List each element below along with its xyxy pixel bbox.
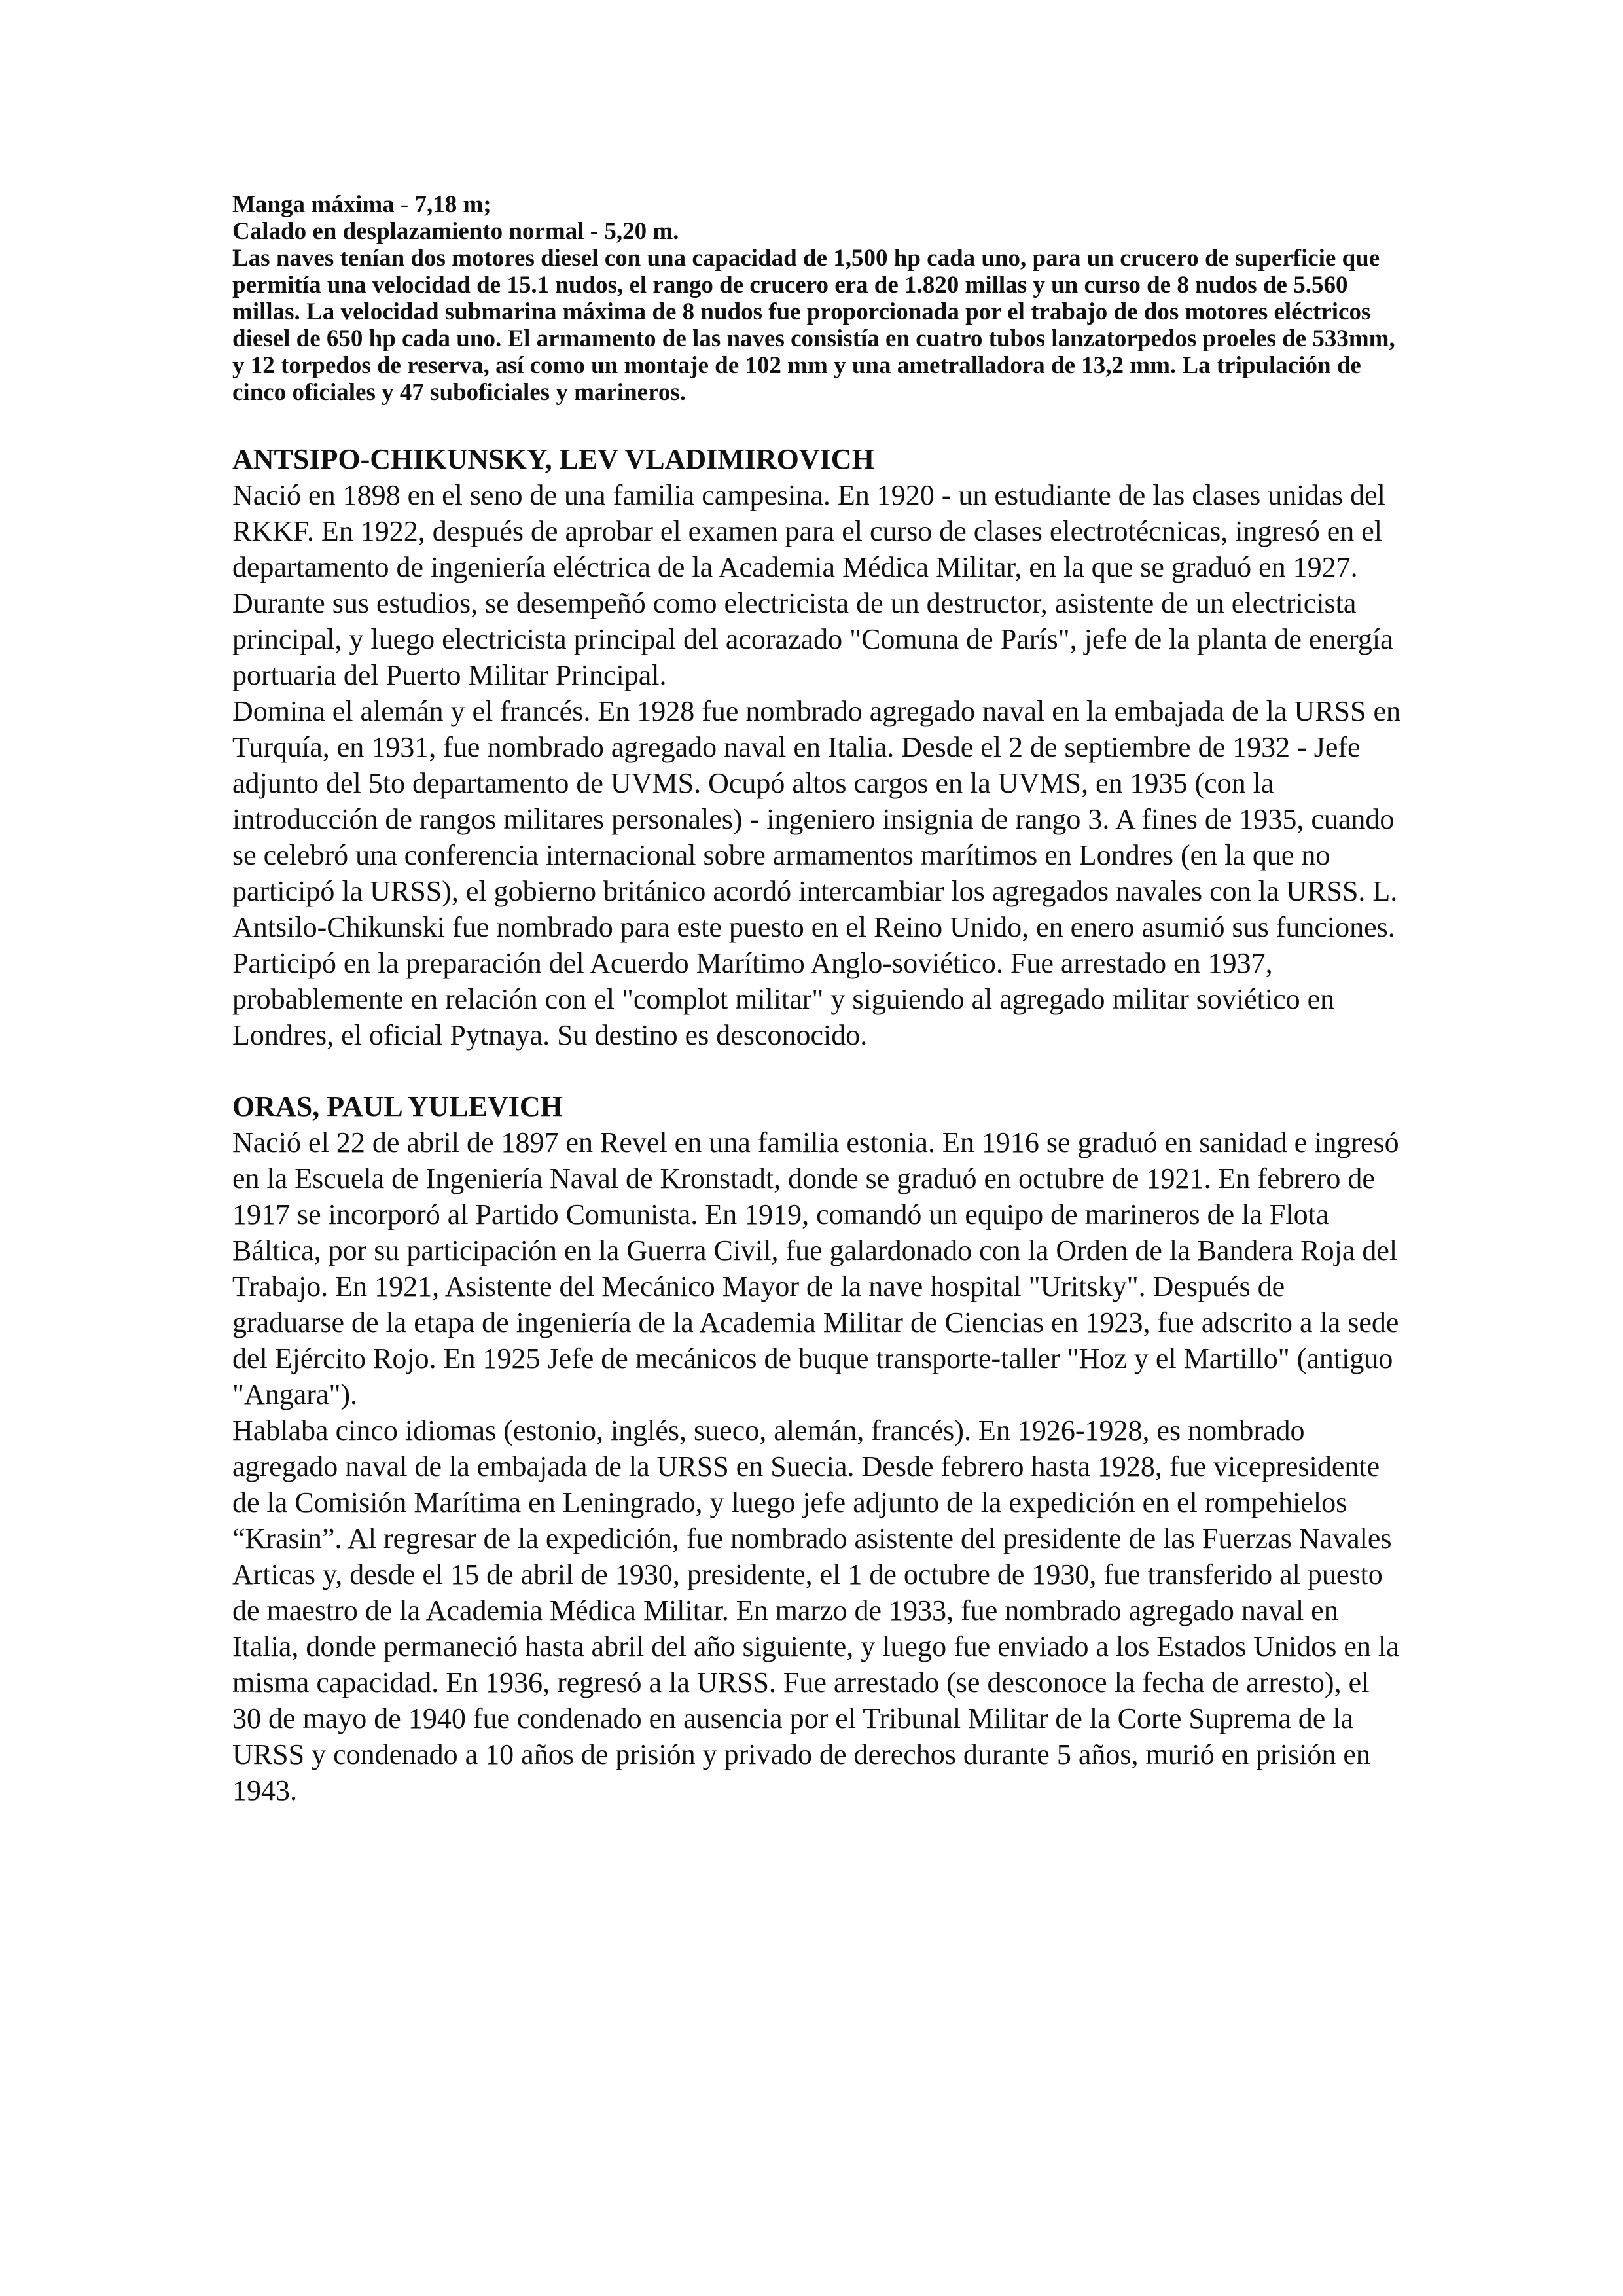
section-title: ORAS, PAUL YULEVICH <box>232 1090 563 1122</box>
document-page <box>232 191 1404 1808</box>
intro-line: Calado en desplazamiento normal - 5,20 m. <box>232 218 679 245</box>
section-paragraph: Hablaba cinco idiomas (estonio, inglés, sueco, alemán, francés). En 1926-1928, es nombrado agregado naval de la embajada de la URSS en Suecia. Desde febrero hasta 1928, fue vicepresidente de la Comisión Marítima en Leningrado, y luego jefe adjunto de la expedición en el rompehielos “Krasin”. Al regresar de la expedición, fue nombrado asistente del presidente de las Fuerzas Navales Articas y, desde el 15 de abril de 1930, presidente, el 1 de octubre de 1930, fue transferido al puesto de maestro de la Academia Médica Militar. En marzo de 1933, fue nombrado agregado naval en Italia, donde permaneció hasta abril del año siguiente, y luego fue enviado a los Estados Unidos en la misma capacidad. En 1936, regresó a la URSS. Fue arrestado (se desconoce la fecha de arresto), el 30 de mayo de 1940 fue condenado en ausencia por el Tribunal Militar de la Corte Suprema de la URSS y condenado a 10 años de prisión y privado de derechos durante 5 años, murió en prisión en 1943. <box>232 1414 1399 1806</box>
section-paragraph: Nació en 1898 en el seno de una familia campesina. En 1920 - un estudiante de las clases unidas del RKKF. En 1922, después de aprobar el examen para el curso de clases electrotécnicas, ingresó en el departamento de ingeniería eléctrica de la Academia Médica Militar, en la que se graduó en 1927. <box>232 479 1385 583</box>
intro-line: Manga máxima - 7,18 m; <box>232 191 491 218</box>
section-paragraph: Domina el alemán y el francés. En 1928 fue nombrado agregado naval en la embajada de la URSS en Turquía, en 1931, fue nombrado agregado naval en Italia. Desde el 2 de septiembre de 1932 - Jefe adjunto del 5to departamento de UVMS. Ocupó altos cargos en la UVMS, en 1935 (con la introducción de rangos militares personales) - ingeniero insignia de rango 3. A fines de 1935, cuando se celebró una conferencia internacional sobre armamentos marítimos en Londres (en la que no participó la URSS), el gobierno británico acordó intercambiar los agregados navales con la URSS. L. Antsilo-Chikunski fue nombrado para este puesto en el Reino Unido, en enero asumió sus funciones. Participó en la preparación del Acuerdo Marítimo Anglo-soviético. Fue arrestado en 1937, probablemente en relación con el "complot militar" y siguiendo al agregado militar soviético en Londres, el oficial Pytnaya. Su destino es desconocido. <box>232 695 1401 1051</box>
section-antsipo-chikunsky <box>232 441 1404 1053</box>
section-paragraph: Durante sus estudios, se desempeñó como electricista de un destructor, asistente de un electricista principal, y luego electricista principal del acorazado "Comuna de París", jefe de la planta de energía portuaria del Puerto Militar Principal. <box>232 587 1393 691</box>
intro-paragraph: Las naves tenían dos motores diesel con una capacidad de 1,500 hp cada uno, para un crucero de superficie que permitía una velocidad de 15.1 nudos, el rango de crucero era de 1.820 millas y un curso de 8 nudos de 5.560 millas. La velocidad submarina máxima de 8 nudos fue proporcionada por el trabajo de dos motores eléctricos diesel de 650 hp cada uno. El armamento de las naves consistía en cuatro tubos lanzatorpedos proeles de 533mm, y 12 torpedos de reserva, así como un montaje de 102 mm y una ametralladora de 13,2 mm. La tripulación de cinco oficiales y 47 suboficiales y marineros. <box>232 245 1395 406</box>
section-paragraph: Nació el 22 de abril de 1897 en Revel en una familia estonia. En 1916 se graduó en sanidad e ingresó en la Escuela de Ingeniería Naval de Kronstadt, donde se graduó en octubre de 1921. En febrero de 1917 se incorporó al Partido Comunista. En 1919, comandó un equipo de marineros de la Flota Báltica, por su participación en la Guerra Civil, fue galardonado con la Orden de la Bandera Roja del Trabajo. En 1921, Asistente del Mecánico Mayor de la nave hospital "Uritsky". Después de graduarse de la etapa de ingeniería de la Academia Militar de Ciencias en 1923, fue adscrito a la sede del Ejército Rojo. En 1925 Jefe de mecánicos de buque transporte-taller "Hoz y el Martillo" (antiguo "Angara"). <box>232 1126 1399 1410</box>
intro-block <box>232 191 1404 406</box>
section-oras <box>232 1088 1404 1808</box>
section-title: ANTSIPO-CHIKUNSKY, LEV VLADIMIROVICH <box>232 443 874 475</box>
